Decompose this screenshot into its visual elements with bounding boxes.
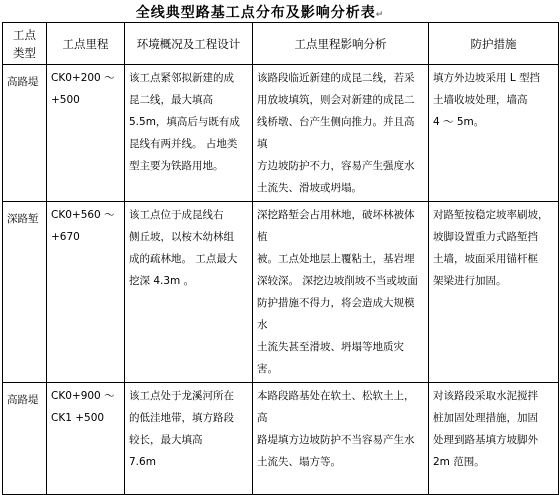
row-mileage: CK0+900 ～ CK1 +500	[47, 383, 125, 495]
row-mileage: CK0+560 ～ +670	[47, 202, 125, 383]
table-title: 全线典型路基工点分布及影响分析表↵	[135, 5, 385, 21]
row-protection: 填方外边坡采用 L 型挡 土墙收坡处理，墙高 4 ～ 5m。	[429, 65, 559, 202]
row-type: 高路堤	[3, 383, 47, 495]
header-environment: 环境概况及工程设计	[125, 23, 253, 65]
row-impact: 该路段临近新建的成昆二线，若采 用放坡填筑，则会对新建的成昆二 线桥墩、台产生侧向推力。并且高填 方边坡防护不力，容易产生强度水 土流失、滑坡或坍塌。	[253, 65, 429, 202]
row-environment: 该工点紧邻拟新建的成 昆二线，最大填高 5.5m，填高后与既有成 昆线有两并线。 占地类 型主要为铁路用地。	[125, 65, 253, 202]
row-impact: 深挖路堑会占用林地，破坏林被体植 被。工点处地层上覆粘土，基岩埋 深较深。 深挖边坡削坡不当或坡面 防护措施不得力，将会造成大规模水 土流失甚至滑坡、坍塌等地质灾害。	[253, 202, 429, 383]
table-row	[3, 383, 559, 495]
row-protection: 对路堑按稳定坡率刷坡， 坡脚设置重力式路堑挡 土墙，坡面采用锚杆框 架梁进行加固。	[429, 202, 559, 383]
row-environment: 该工点位于成昆线右 侧丘坡，以桉木幼林组 成的疏林地。 工点最大 挖深 4.3m 。	[125, 202, 253, 383]
row-environment: 该工点处于龙溪河所在 的低洼地带，填方路段 较长，最大填高 7.6m	[125, 383, 253, 495]
header-impact: 工点里程影响分析	[253, 23, 429, 65]
header-type: 工点 类型	[3, 23, 47, 65]
row-type: 高路堤	[3, 65, 47, 202]
table-row	[3, 65, 559, 202]
row-impact: 本路段路基处在软土、松软土上，高 路堤填方边坡防护不当容易产生水 土流失、塌方等。	[253, 383, 429, 495]
table-row	[3, 202, 559, 383]
header-protection: 防护措施	[429, 23, 559, 65]
row-mileage: CK0+200 ～ +500	[47, 65, 125, 202]
roadbed-analysis-table	[2, 22, 559, 495]
header-row	[3, 23, 559, 65]
row-type: 深路堑	[3, 202, 47, 383]
row-protection: 对该路段采取水泥搅拌 桩加固处理措施，加固 处理到路基填方坡脚外 2m 范围。	[429, 383, 559, 495]
header-mileage: 工点里程	[47, 23, 125, 65]
